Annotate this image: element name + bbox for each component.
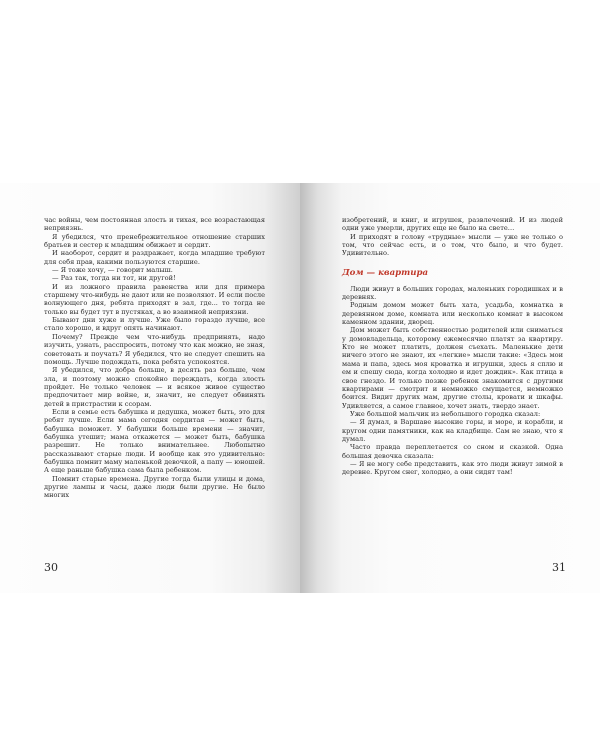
paragraph: Помнит старые времена. Другие тогда были улицы и дома, другие лампы и часы, даже люди были другие. Не было многих bbox=[44, 474, 265, 500]
paragraph: Дом может быть собственностью родителей или сниматься у домовладельца, которому ежемесячно платят за квартиру. Кто не может платить, должен съехать. Маленькие дети ничего этого не знают, их «легкие» мысли такие: «Здесь мои мама и папа, здесь моя кроватка и игрушки, здесь я сплю и ем и спешу сюда, когда холодно и идет дождик». Как птица в свое гнездо. И только позже ребенок знакомится с другими квартирами — смотрит и немножко смущается, немножко боится. Видит других мам, другие столы, кровати и шкафы. Удивляется, а самое главное, хочет знать, твердо знает. bbox=[342, 326, 563, 410]
paragraph: изобретений, и книг, и игрушек, развлечений. И из людей одни уже умерли, других еще не было на свете… bbox=[342, 216, 563, 233]
paragraph: Почему? Прежде чем что-нибудь предпринять, надо изучить, узнать, расспросить, потому что как можно, не зная, советовать и поучать? Я убедился, что не следует спешить на помощь. Лучше подождать, пока ребята успокоятся. bbox=[44, 332, 265, 366]
page-number-right: 31 bbox=[552, 561, 566, 574]
right-page-text bbox=[342, 216, 563, 477]
book-spread bbox=[0, 183, 600, 593]
paragraph: — Я тоже хочу, — говорит малыш. bbox=[52, 266, 173, 275]
page-number-left: 30 bbox=[44, 561, 58, 574]
paragraph: — Я думал, в Варшаве высокие горы, и море, и корабли, и кругом одни памятники, как на кладбище. Сам не знаю, что я думал. bbox=[342, 418, 563, 443]
left-page-text bbox=[44, 216, 265, 500]
paragraph: Часто правда переплетается со сном и сказкой. Одна большая девочка сказала: bbox=[342, 443, 563, 460]
paragraph: И из ложного правила равенства или для примера старшему что-нибудь не дают или не позволяют. И если после волнующего дня, ребята приходят в зал, где... то тогда не только вы будет тут в пустяках, а во взаимной неприязни. bbox=[44, 282, 265, 316]
paragraph: Если в семье есть бабушка и дедушка, может быть, это для ребят лучше. Если мама сегодня сердитая — может быть, бабушка поможет. У бабушки больше времени — значит, бабушка утешит; мама откажется — может быть, бабушка разрешит. Не только внимательнее. Любопытно рассказывают старые люди. И вообще как это удивительно: бабушка помнит маму маленькой девочкой, а папу — юношей. А еще раньше бабушка сама была ребенком. bbox=[44, 407, 265, 475]
left-page bbox=[0, 183, 300, 593]
paragraph: Бывают дни хуже и лучше. Уже было гораздо лучше, все стало хорошо, и вдруг опять начинают. bbox=[44, 316, 265, 333]
paragraph: — Раз так, тогда ни тот, ни другой! bbox=[52, 274, 176, 283]
section-heading: Дом — квартира bbox=[342, 267, 429, 278]
paragraph: Уже большой мальчик из небольшого городка сказал: bbox=[350, 409, 541, 418]
paragraph: Люди живут в больших городах, маленьких городишках и в деревнях. bbox=[342, 284, 563, 302]
paragraph: — Я не могу себе представить, как это люди живут зимой в деревне. Кругом снег, холодно, а они сидят там! bbox=[342, 459, 563, 477]
paragraph: И приходят в голову «трудные» мысли — уже не только о том, что сейчас есть, и о том, что было, и что будет. Удивительно. bbox=[342, 232, 563, 258]
paragraph: И наоборот, сердит и раздражает, когда младшие требуют для себя прав, какими пользуются старшие. bbox=[44, 249, 265, 266]
paragraph: Я убедился, что пренебрежительное отношение старших братьев и сестер к младшим обижает и сердит. bbox=[44, 232, 265, 250]
paragraph: час войны, чем постоянная злость и тихая, все возрастающая неприязнь. bbox=[44, 216, 265, 233]
paragraph: Я убедился, что добра больше, в десять раз больше, чем зла, и поэтому можно спокойно переждать, когда злость пройдет. Не только человек — и всякое живое существо предпочитает мир войне, и, значит, не следует обвинять детей в пристрастии к ссорам. bbox=[44, 366, 265, 408]
right-page bbox=[300, 183, 600, 593]
paragraph: Родным домом может быть хата, усадьба, комнатка в деревянном доме, комната или несколько комнат в высоком каменном здании, дворец. bbox=[342, 301, 563, 327]
